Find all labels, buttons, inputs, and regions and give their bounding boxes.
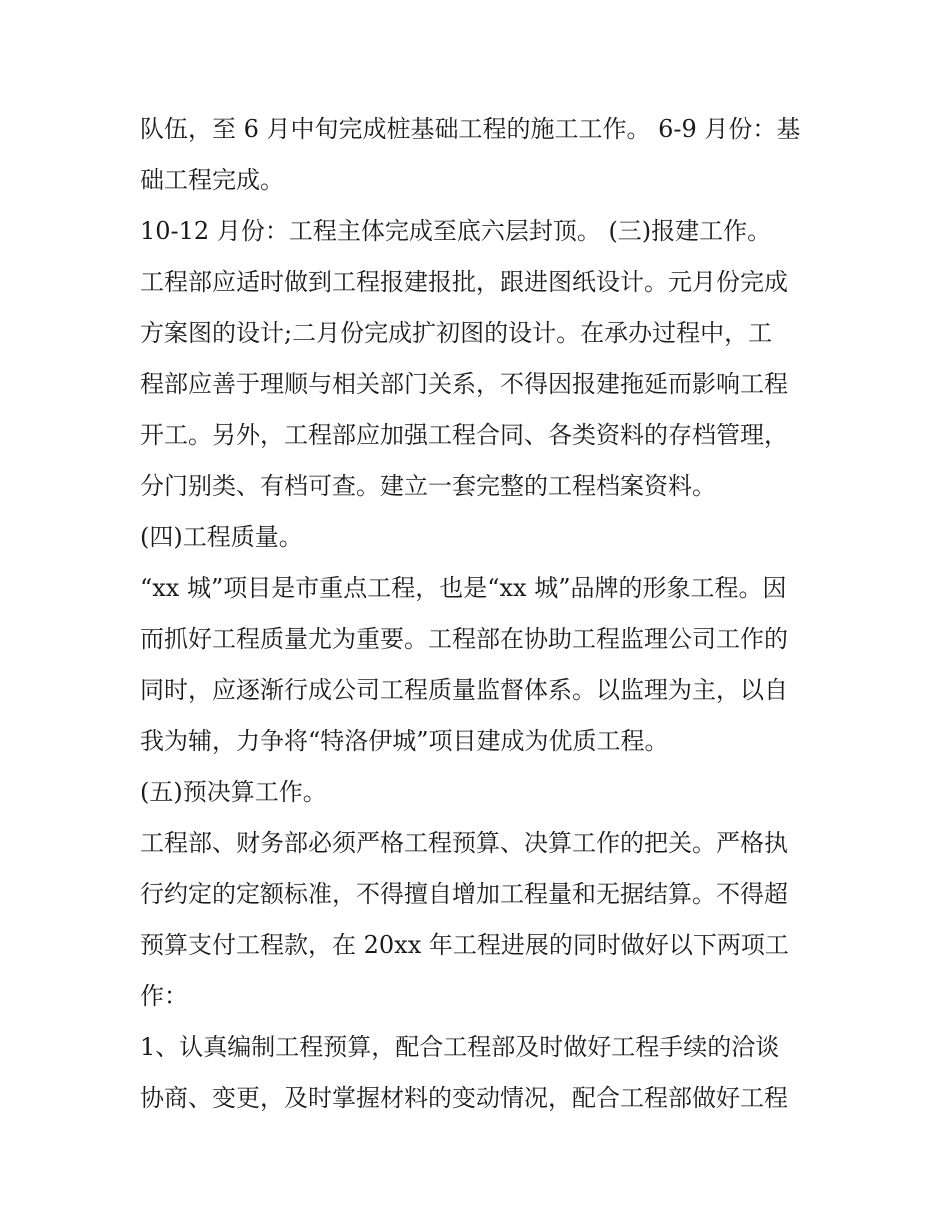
text-line: 同时，应逐渐行成公司工程质量监督体系。以监理为主，以自 [140, 676, 788, 704]
text-line: 开工。另外，工程部应加强工程合同、各类资料的存档管理， [140, 421, 788, 449]
text-line: 工程部、财务部必须严格工程预算、决算工作的把关。严格执 [140, 829, 788, 857]
text-line: 行约定的定额标准，不得擅自增加工程量和无据结算。不得超 [140, 880, 788, 908]
section-heading: (五)预决算工作。 [140, 778, 327, 806]
text-line: 协商、变更，及时掌握材料的变动情况，配合工程部做好工程 [140, 1084, 788, 1112]
text-line: 队伍，至 6 月中旬完成桩基础工程的施工工作。 6-9 月份：基 [140, 115, 801, 143]
list-item: 1、认真编制工程预算，配合工程部及时做好工程手续的洽谈 [140, 1033, 780, 1061]
text-line: 预算支付工程款，在 20xx 年工程进展的同时做好以下两项工 [140, 931, 789, 959]
text-line: “xx 城”项目是市重点工程，也是“xx 城”品牌的形象工程。因 [140, 574, 787, 602]
text-line: 10-12 月份：工程主体完成至底六层封顶。 (三)报建工作。 [140, 217, 772, 245]
text-line: 方案图的设计;二月份完成扩初图的设计。在承办过程中，工 [140, 319, 773, 347]
text-line: 分门别类、有档可查。建立一套完整的工程档案资料。 [140, 472, 716, 500]
text-line: 我为辅，力争将“特洛伊城”项目建成为优质工程。 [140, 727, 669, 755]
text-line: 工程部应适时做到工程报建报批，跟进图纸设计。元月份完成 [140, 268, 788, 296]
text-line: 作： [140, 982, 188, 1010]
body-text [140, 104, 820, 1124]
text-line: 程部应善于理顺与相关部门关系，不得因报建拖延而影响工程 [140, 370, 788, 398]
section-heading: (四)工程质量。 [140, 523, 303, 551]
text-line: 础工程完成。 [140, 166, 284, 194]
text-line: 而抓好工程质量尤为重要。工程部在协助工程监理公司工作的 [140, 625, 788, 653]
